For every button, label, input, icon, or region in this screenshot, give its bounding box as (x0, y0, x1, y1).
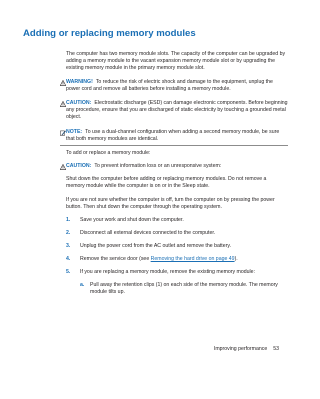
caution-notice-esd (60, 100, 288, 121)
step-number: 3. (66, 243, 71, 249)
step-item (66, 217, 288, 224)
step-item (66, 243, 288, 250)
warning-triangle-icon (60, 80, 66, 86)
note-label: NOTE: (66, 129, 83, 135)
step-text: If you are replacing a memory module, remove the existing memory module: (80, 269, 256, 275)
step-text: Unplug the power cord from the AC outlet and remove the battery. (80, 243, 231, 249)
caution-triangle-icon (60, 164, 66, 170)
page-heading: Adding or replacing memory modules (23, 28, 196, 39)
shutdown-paragraph: Shut down the computer before adding or replacing memory modules. Do not remove a memory module while the computer is on or in the Sleep state. (66, 176, 267, 190)
step-text-before-link: Remove the service door (see (80, 256, 151, 262)
step-text: Save your work and shut down the computer. (80, 217, 184, 223)
unsure-paragraph: If you are not sure whether the computer is off, turn the computer on by pressing the power button. Then shut down the computer through the operating system. (66, 197, 275, 211)
page-number: 53 (273, 346, 279, 352)
note-notice (60, 129, 288, 143)
warning-text: To reduce the risk of electric shock and damage to the equipment, unplug the power cord and remove all batteries before installing a memory module. (66, 79, 273, 93)
add-replace-intro: To add or replace a memory module: (66, 150, 151, 156)
caution-label-esd: CAUTION: (66, 100, 92, 106)
caution-triangle-icon (60, 101, 66, 107)
step-text (66, 256, 288, 263)
intro-paragraph: The computer has two memory module slots. The capacity of the computer can be upgraded by adding a memory module to the vacant expansion memory module slot or by upgrading the existing memory module in the primary memory module slot. (66, 51, 286, 72)
caution-notice-info-loss (60, 163, 288, 170)
note-divider (60, 145, 288, 146)
step-item (66, 230, 288, 237)
step-number: 4. (66, 256, 71, 262)
step-number: 1. (66, 217, 71, 223)
step-number: 2. (66, 230, 71, 236)
footer-section-title: Improving performance (213, 346, 268, 352)
caution-text-esd: Electrostatic discharge (ESD) can damage electronic components. Before beginning any procedure, ensure that you are discharged of static electricity by touching a grounded metal object. (66, 100, 288, 121)
page-footer (214, 346, 279, 352)
step-number: 5. (66, 269, 71, 275)
warning-label: WARNING! (66, 79, 93, 85)
note-text: To use a dual-channel configuration when adding a second memory module, be sure that both memory modules are identical. (66, 129, 280, 143)
step-item (66, 256, 288, 263)
substep-item (80, 282, 288, 296)
substep-text: Pull away the retention clips (1) on each side of the memory module. The memory module tilts up. (90, 282, 278, 296)
caution-text-info-loss: To prevent information loss or an unresponsive system: (94, 163, 222, 169)
substep-letter: a. (80, 282, 85, 288)
step-text: Disconnect all external devices connected to the computer. (80, 230, 216, 236)
caution-label-info-loss: CAUTION: (66, 163, 92, 169)
step-text-after-link: ). (234, 256, 238, 262)
note-pencil-icon (60, 130, 66, 136)
hard-drive-link[interactable]: Removing the hard drive on page 49 (150, 256, 235, 262)
warning-notice (60, 79, 288, 93)
step-item (66, 269, 288, 276)
